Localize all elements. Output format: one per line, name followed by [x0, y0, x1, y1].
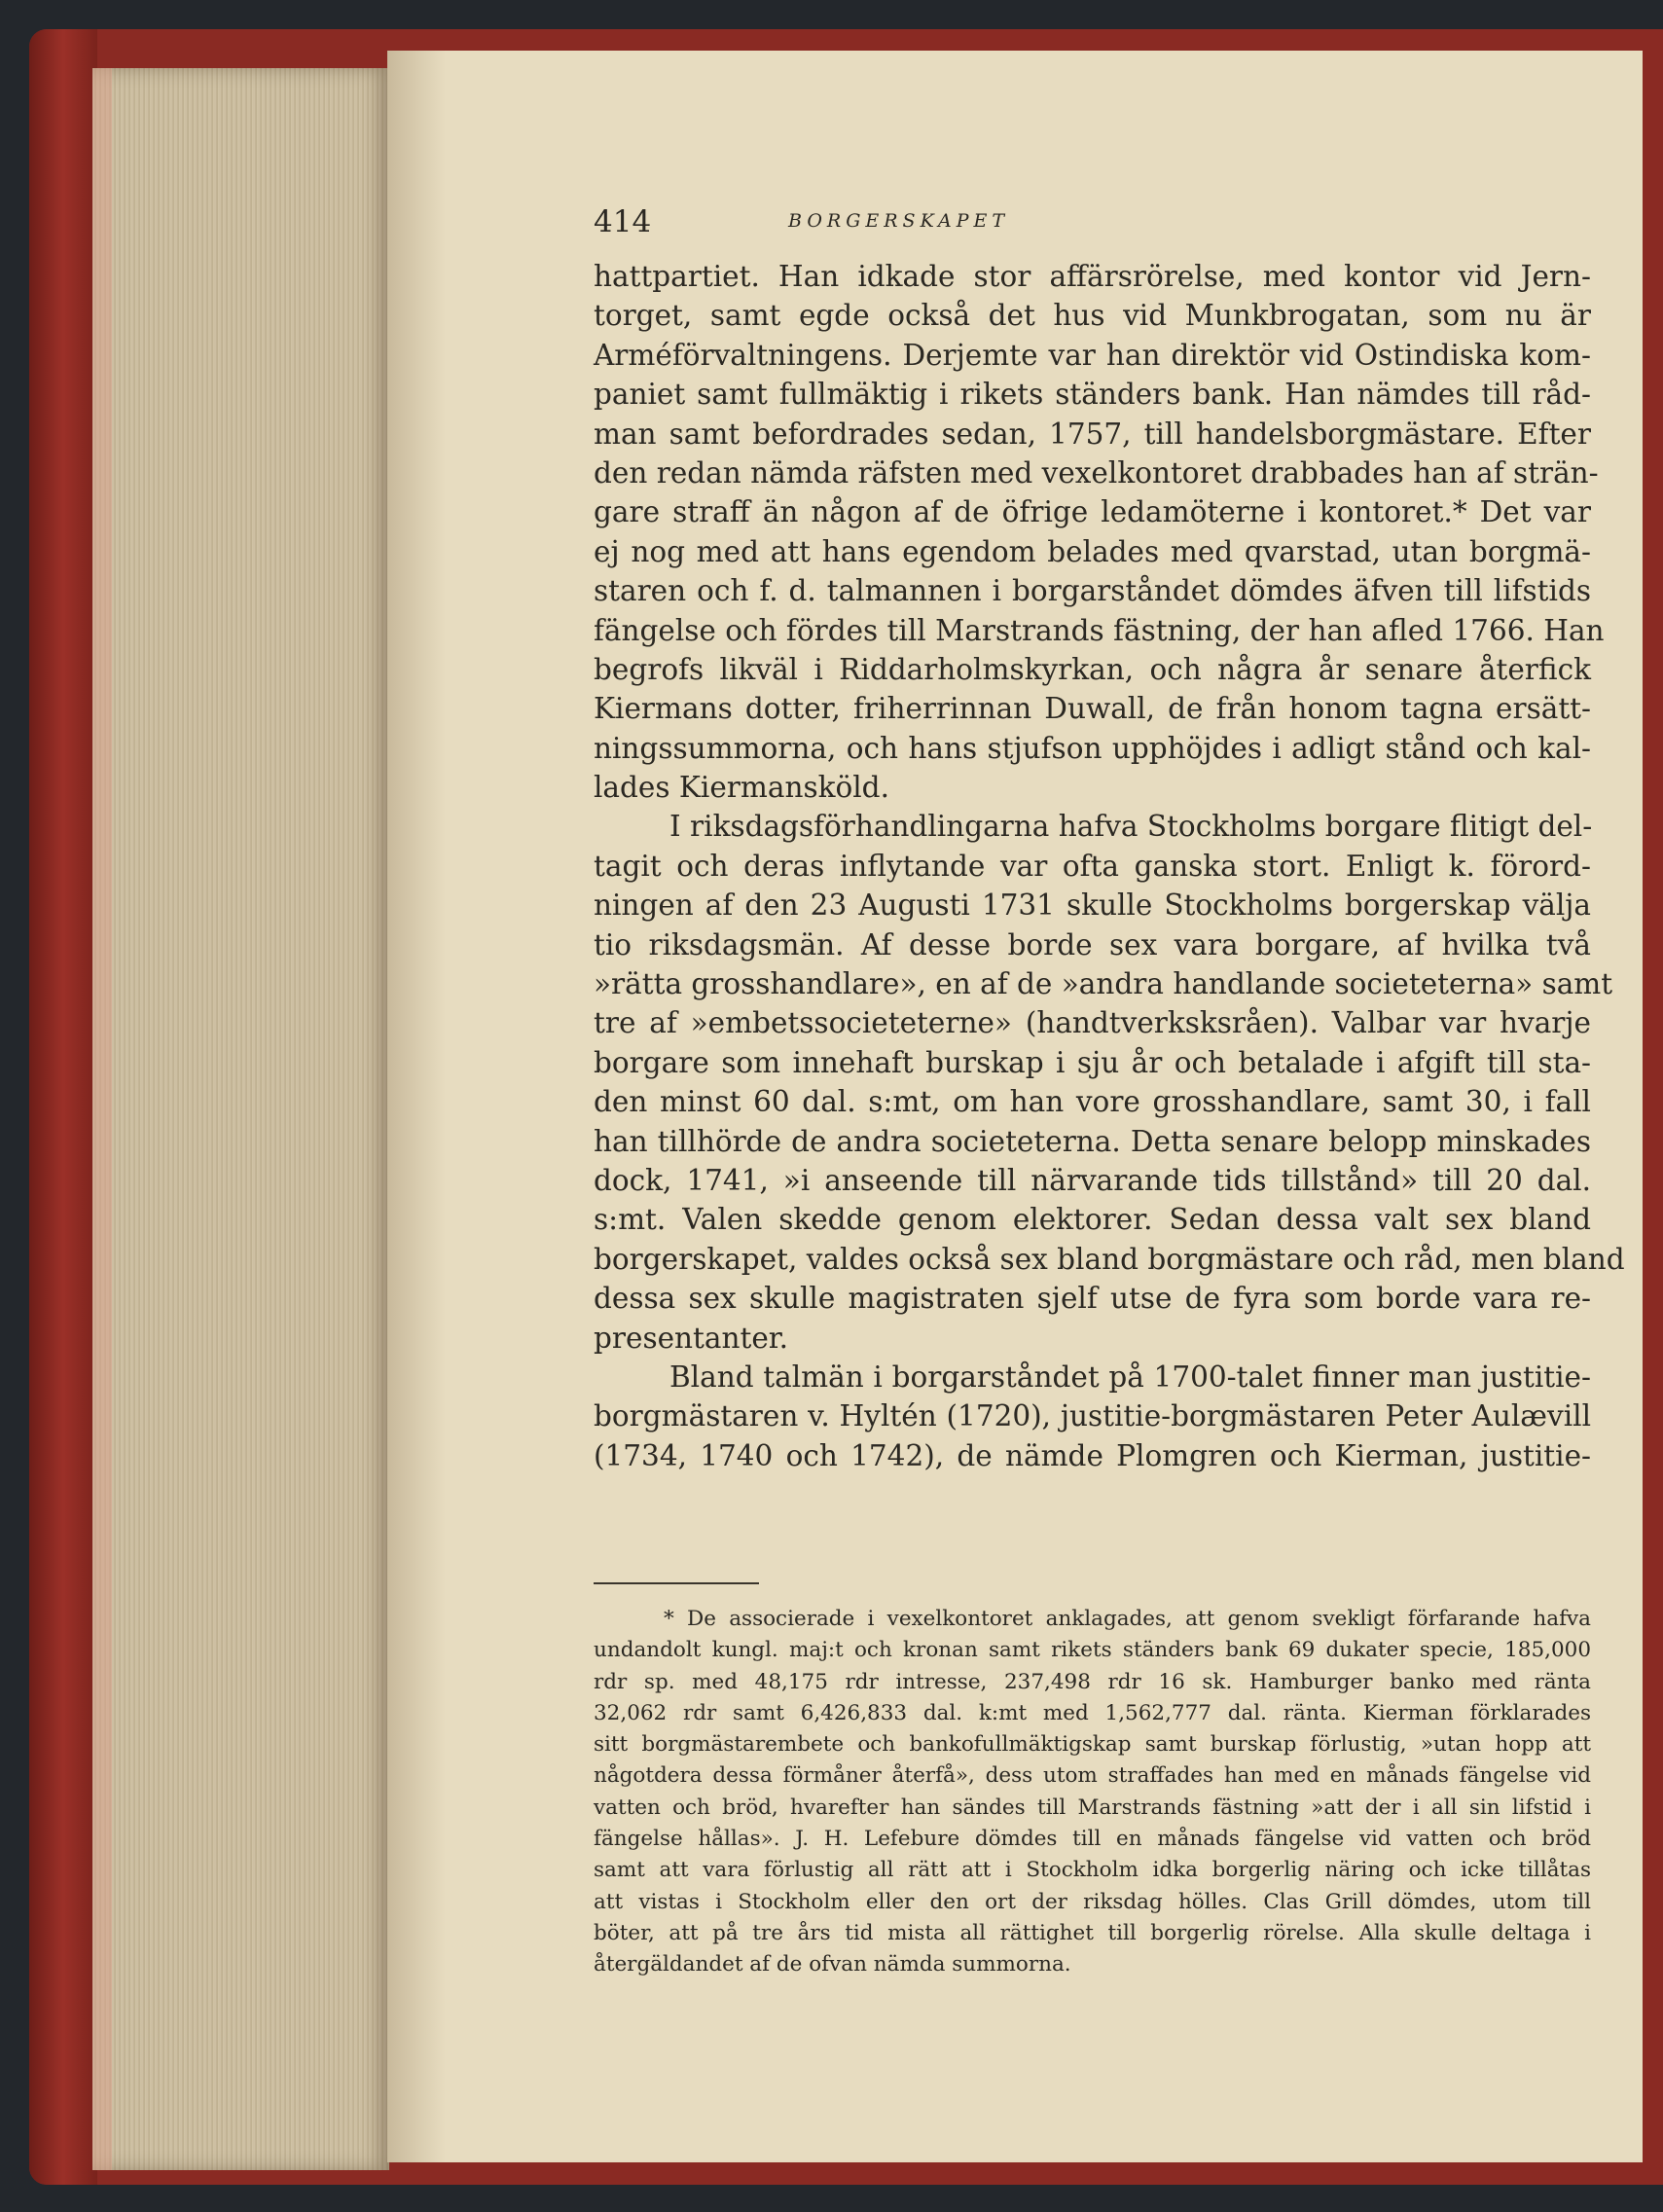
footnote-line: undandolt kungl. maj:t och kronan samt rikets ständers bank 69 dukater specie, 185,000 [594, 1638, 1591, 1663]
body-text [594, 257, 1625, 1475]
body-line: paniet samt fullmäktig i rikets ständers bank. Han nämdes till råd- [594, 378, 1591, 412]
body-line: ej nog med att hans egendom belades med qvarstad, utan borgmä- [594, 534, 1591, 568]
body-line: borgerskapet, valdes också sex bland borgmästare och råd, men bland [594, 1242, 1625, 1276]
body-line: (1734, 1740 och 1742), de nämde Plomgren och Kierman, justitie- [594, 1438, 1591, 1472]
footnote-line: återgäldandet af de ofvan nämda summorna. [594, 1952, 1071, 1977]
body-line: lades Kiermansköld. [594, 771, 889, 805]
footnote-line: fängelse hållas». J. H. Lefebure dömdes till en månads fängelse vid vatten och bröd [594, 1827, 1591, 1852]
body-line: Bland talmän i borgarståndet på 1700-talet finner man justitie- [669, 1360, 1591, 1394]
body-line: begrofs likväl i Riddarholmskyrkan, och några år senare återfick [594, 652, 1591, 686]
page-edges [92, 68, 389, 2170]
footnote-line: vatten och bröd, hvarefter han sändes till Marstrands fästning »att der i all sin lifstid i [594, 1795, 1591, 1820]
body-line: den minst 60 dal. s:mt, om han vore grosshandlare, samt 30, i fall [594, 1085, 1591, 1119]
body-line: torget, samt egde också det hus vid Munkbrogatan, som nu är [594, 299, 1591, 333]
footnote-line: 32,062 rdr samt 6,426,833 dal. k:mt med 1,562,777 dal. ränta. Kierman förklarades [594, 1700, 1591, 1725]
body-line: s:mt. Valen skedde genom elektorer. Sedan dessa valt sex bland [594, 1203, 1591, 1237]
book-spine [29, 29, 97, 2185]
body-line: staren och f. d. talmannen i borgarståndet dömdes äfven till lifstids [594, 574, 1591, 608]
body-line: tagit och deras inflytande var ofta ganska stort. Enligt k. förord- [594, 849, 1591, 883]
body-line: dessa sex skulle magistraten sjelf utse de fyra som borde vara re- [594, 1282, 1591, 1316]
footnote-line: att vistas i Stockholm eller den ort der riksdag hölles. Clas Grill dömdes, utom till [594, 1889, 1591, 1914]
body-line: borgmästaren v. Hyltén (1720), justitie-borgmästaren Peter Aulævill [594, 1399, 1591, 1433]
page-edges-tint [92, 68, 112, 2170]
footnote-line: rdr sp. med 48,175 rdr intresse, 237,498 rdr 16 sk. Hamburger banko med ränta [594, 1669, 1591, 1694]
footnote-rule [594, 1582, 759, 1584]
footnote [594, 1604, 1591, 1981]
body-line: ningssummorna, och hans stjufson upphöjdes i adligt stånd och kal- [594, 731, 1591, 765]
body-line: Kiermans dotter, friherrinnan Duwall, de från honom tagna ersätt- [594, 692, 1591, 726]
footnote-line: sitt borgmästarembete och bankofullmäktigskap samt burskap förlustig, »utan hopp att [594, 1732, 1591, 1758]
body-line: dock, 1741, »i anseende till närvarande tids tillstånd» till 20 dal. [594, 1163, 1591, 1197]
footnote-line: samt att vara förlustig all rätt att i Stockholm idka borgerlig näring och icke tillåtas [594, 1858, 1591, 1883]
body-line: man samt befordrades sedan, 1757, till handelsborgmästare. Efter [594, 417, 1591, 451]
body-line: den redan nämda räfsten med vexelkontoret drabbades han af strän- [594, 455, 1599, 490]
body-line: tio riksdagsmän. Af desse borde sex vara borgare, af hvilka två [594, 927, 1591, 961]
body-line: I riksdagsförhandlingarna hafva Stockholms borgare flitigt del- [669, 810, 1593, 844]
footnote-line: någotdera dessa förmåner återfå», dess utom straffades han med en månads fängelse vid [594, 1763, 1591, 1789]
book-page [387, 51, 1643, 2162]
body-line: »rätta grosshandlare», en af de »andra handlande societeterna» samt [594, 967, 1613, 1001]
body-line: gare straff än någon af de öfrige ledamöterne i kontoret.* Det var [594, 495, 1591, 529]
body-line: Arméförvaltningens. Derjemte var han direktör vid Ostindiska kom- [594, 338, 1591, 372]
body-line: hattpartiet. Han idkade stor affärsrörelse, med kontor vid Jern- [594, 260, 1591, 293]
footnote-line: * De associerade i vexelkontoret anklagades, att genom svekligt förfarande hafva [664, 1607, 1591, 1631]
running-head: BORGERSKAPET [788, 210, 1010, 232]
page-header [594, 204, 1528, 243]
footnote-line: böter, att på tre års tid mista all rättighet till borgerlig rörelse. Alla skulle deltaga i [594, 1920, 1591, 1945]
body-line: presentanter. [594, 1321, 789, 1355]
body-line: han tillhörde de andra societeterna. Detta senare belopp minskades [594, 1124, 1591, 1158]
body-line: ningen af den 23 Augusti 1731 skulle Stockholms borgerskap välja [594, 888, 1591, 923]
page-number: 414 [594, 204, 652, 239]
body-line: fängelse och fördes till Marstrands fästning, der han afled 1766. Han [594, 613, 1605, 647]
body-line: tre af »embetssocieteterne» (handtverksksråen). Valbar var hvarje [594, 1006, 1591, 1040]
body-line: borgare som innehaft burskap i sju år och betalade i afgift till sta- [594, 1045, 1591, 1079]
